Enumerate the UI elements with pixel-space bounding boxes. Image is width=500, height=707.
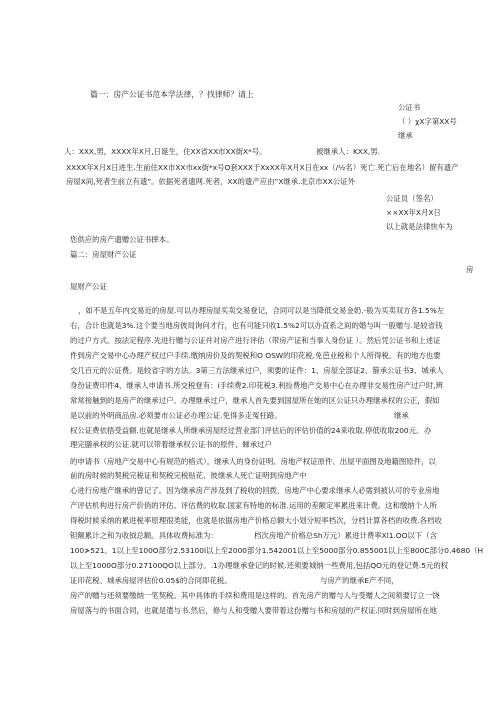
signature-officer: 公证员（签名） [386, 194, 438, 203]
body-line-2: 右，合计也就是3%.这个要当地房彼局询问才行，也有可能只收1.5%2可以办直系之间的婚与叫一般赠与.是较省钱 [70, 321, 443, 330]
para-1-line-3: 房屋X间,死者生前立有遗”。依据死者遗网.死者，XX的遗产应由”X继承.北京市XX公证外 [66, 177, 355, 186]
body-line-11: 的申请书（房地产交易中心有规范的格式）。继承人的身份证明、房地产权证原件、出屋平面图及地籍图原件，以 [70, 457, 436, 466]
para-1-line-1b: 被继承人：KXX,男. [316, 147, 381, 156]
signature-date: ××XX年X月X日 [386, 208, 441, 217]
body-line-21: 房屋落与的书面合同，也就是遣与书.然后，修与人和受赠人要带着这份赠与书和房屋的产权证.同时到房屋所在地 [70, 606, 437, 615]
body-line-19: 证印花税、城承房屋评估价0.05$的合同即花税。 [70, 576, 232, 585]
cert-type: 继承 [398, 131, 413, 140]
body-line-16: 钽额累计之和为收钺总额。具体收费标准为： [70, 531, 218, 540]
heading-part-one: 篇一：房产公证书范本学法律，？找律师？请上 [90, 90, 254, 99]
signature-note: 以上就是法律快车为 [386, 222, 453, 231]
body-line-19-tail: 与房产的继承E产不同， [320, 576, 399, 585]
para-2-heading: 篇二：房屋财产公证 [70, 250, 137, 259]
body-line-5: 交几百元的公证费。是较省字的方法。3第三方法继承过户，须要的证件：1、房屋全部证2、箍承公证书3、城承人 [70, 366, 444, 375]
body-line-6: 身份证费印件4、继承人申请书.所交税登有：i手续费2.印花税3.利捡费地产交易中心在办理非交易性房产过户时,辨 [70, 381, 443, 390]
body-line-4: 件到房产交易中心办理产权过户手续.缴纳房价及的契税和O OSW的印花税.免芭业税和个人所得税。有的地方也要 [70, 351, 441, 360]
body-line-18: 以上至1000O部分0.27100QO以上部分。.1办理继承登记的时候.还须要城纳一些费用,包括QO元的登记费.5元的权 [70, 561, 449, 570]
body-line-8-tail: 继承 [394, 411, 409, 420]
body-line-8: 是以前的外明商品房.必须要市公证必办理公证.免得多走冤枉路。 [70, 411, 282, 420]
body-line-13: 心进行房地产继承的曾记了。因为继承房产涉及到了税收的回拨，房地产中心要求继承人必需到被认可的专业房地 [70, 486, 440, 495]
body-line-14: 产评估机构进行房产价俏的评估。评估费的收取.国家有特地的标准.运用的差额定率累进来计费。这和缴纳个人所 [70, 501, 437, 510]
body-line-9: 权公证费依捂受益额.也就是继承人所继承房屋经过营业部门评估后的评估价值的24来收取.停低收取200元。 [70, 426, 424, 435]
body-line-20: 房产的赠与还须要缴纳一笔契税。其中具体的手续和费用是这样的。首先房产的赠与人与受赠人之间须要订立一饶 [70, 591, 440, 600]
body-line-16-tail: 档次房地产价格总Sh万元）累进计费率Xl1.OO以下（含 [254, 531, 437, 540]
para-1-line-1: 人：XXX,男，XXXX年X月,日诞生，住XX省XX市XX街X*号。 [64, 147, 267, 156]
cert-title: 公证书 [398, 103, 421, 112]
body-line-9-tail: 办 [424, 426, 432, 435]
heading-part-three: 屋财产公证 [70, 282, 107, 291]
body-line-17: 100≯521。1以上至100O部分2.53100l以上至2000部分1.542001以上至5000部分0.855001以上至800C部分0.4680（H [70, 546, 484, 555]
body-line-7: 常常接触到的是房产的继承过户。办理继承过户，继承人首先要到国屋所在她的区公证只办理继承权的公正，假如 [70, 396, 440, 405]
cert-number: （ ）χX字第XX号 [398, 117, 457, 126]
body-line-10: 理完膳承权的公证.就可以带着继承权公证书的原件、睇承过户 [70, 440, 272, 449]
para-1-line-2: XXXX年X月X日进生.生前住XX市XX市xx街*x号O套XXX于XxXX年X月X日在xx（/½名）死亡.死亡后在地名）留有遗产 [66, 163, 459, 172]
body-line-3: 的过户方式。按法定程序.先进行赠与公证并对房产进行评估（带房产证和当事人身份证 ）。然后凭公证书和上述证 [70, 336, 441, 345]
margin-char: 房 [466, 265, 474, 274]
para-2-line-1: 您供应的房产遗赠公证书摔本。 [70, 235, 174, 244]
body-line-15: 得税时候采纳的累进税率原理很类能，也就是依据房地产价格总额大小划分短率档次，分档计算各档的收费.各档收 [70, 516, 442, 525]
body-line-1: ，如不是五年内交易近的房屋.可以办理房屋买卖交易登记，合同可以是当降低交易金奶.-般为买卖双方各1.5%左 [78, 306, 445, 315]
body-line-12: 前的房时候的契税完税证和契税完税贴花、彼继承人死亡证明到房地产中 [70, 471, 307, 480]
